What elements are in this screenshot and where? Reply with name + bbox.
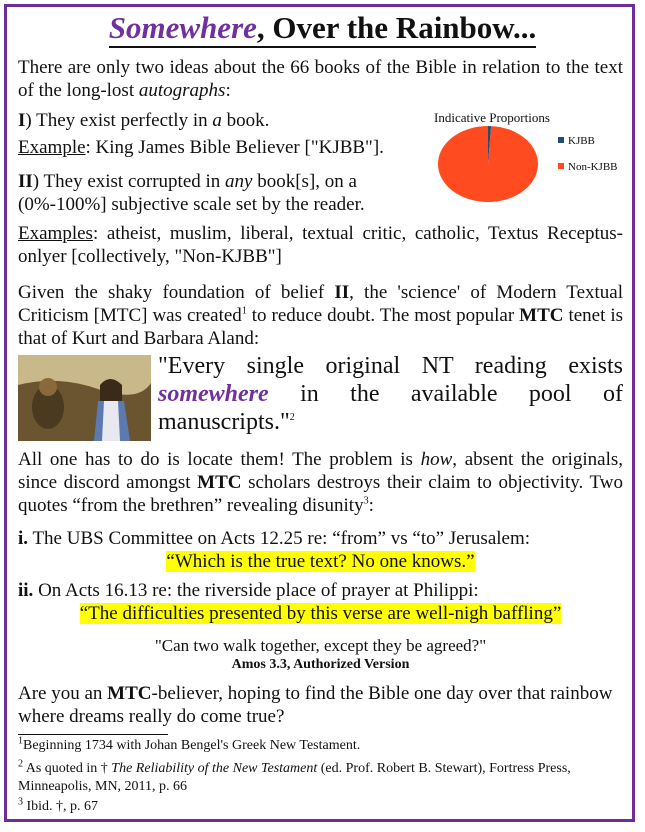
- examples-label: Examples: [18, 223, 93, 244]
- page-title: [0, 10, 645, 46]
- footnote-ref-2: 2: [289, 412, 295, 423]
- legend-nonkjbb-label: Non-KJBB: [568, 161, 618, 173]
- locate-text-d: :: [368, 495, 374, 516]
- aland-quote-a: "Every single original NT reading exists: [158, 353, 623, 379]
- legend-nonkjbb: [558, 162, 618, 173]
- wizard-of-oz-photo: [18, 355, 151, 441]
- quote-ii-label: ii.: [18, 580, 34, 601]
- quote-ii-intro: [18, 579, 623, 602]
- chart-title: Indicative Proportions: [434, 110, 550, 125]
- legend-kjbb-label: KJBB: [568, 135, 595, 147]
- closing-text-b: -believer, hoping to find the Bible one day over that rainbow where dreams really do come true?: [18, 683, 613, 727]
- idea-two-numeral: II: [18, 171, 33, 192]
- footnote-1-text: Beginning 1734 with Johan Bengel's Greek New Testament.: [23, 738, 361, 753]
- photo-illustration: [18, 355, 151, 441]
- intro-emph: autographs: [138, 80, 226, 101]
- locate-text-c: scholars destroys their claim to objectivity. Two quotes “from the brethren” revealing disunity: [18, 472, 623, 516]
- idea-one-text-a: ) They exist perfectly in: [25, 110, 213, 131]
- examples-text: : atheist, muslim, liberal, textual critic, catholic, Textus Receptus-onlyer [collectively, "Non-KJBB"]: [18, 223, 623, 267]
- pie-svg: [430, 124, 550, 214]
- quote-i-label: i.: [18, 528, 29, 549]
- legend-kjbb: [558, 136, 595, 147]
- aland-quote: [158, 352, 623, 436]
- pie-slice-non-kjbb: [438, 126, 538, 202]
- amos-reference: Amos 3.3, Authorized Version: [231, 657, 410, 672]
- intro-text: There are only two ideas about the 66 books of the Bible in relation to the text of the long-lost: [18, 57, 623, 101]
- footnote-1-num: 1: [18, 735, 23, 747]
- mtc-paragraph: [18, 281, 623, 350]
- title-rest: , Over the Rainbow...: [256, 10, 537, 45]
- idea-two-examples: [18, 222, 623, 268]
- closing-bold: MTC: [107, 683, 152, 704]
- closing-text-a: Are you an: [18, 683, 108, 704]
- aland-quote-emph: somewhere: [158, 381, 269, 407]
- quote-i-text: The UBS Committee on Acts 12.25 re: “from” vs “to” Jerusalem:: [28, 528, 531, 549]
- intro-end: :: [225, 80, 231, 101]
- closing-paragraph: [18, 682, 623, 728]
- example-label: Example: [18, 137, 86, 158]
- quote-i-highlight: “Which is the true text? No one knows.”: [166, 551, 475, 572]
- quote-ii-highlight-line: [18, 602, 623, 625]
- footnote-3: [18, 798, 623, 816]
- idea-one-numeral: I: [18, 110, 26, 131]
- idea-one-example: [18, 136, 428, 159]
- locate-emph: how: [420, 449, 453, 470]
- idea-one-emph: a: [212, 110, 222, 131]
- locate-text-a: All one has to do is locate them! The problem is: [18, 449, 421, 470]
- aland-quote-b: in the available pool of manuscripts.": [158, 381, 623, 435]
- quote-i-intro: [18, 527, 623, 550]
- footnote-divider: [18, 734, 168, 735]
- legend-kjbb-swatch: [558, 137, 564, 143]
- locate-paragraph: [18, 448, 623, 517]
- footnote-ref-1: 1: [241, 305, 247, 317]
- idea-two-text-a: ) They exist corrupted in: [32, 171, 226, 192]
- mtc-text-d: tenet is that of Kurt and Barbara Aland:: [18, 305, 623, 349]
- footnote-2-title: The Reliability of the New Testament: [111, 761, 318, 776]
- locate-bold: MTC: [197, 472, 242, 493]
- mtc-text-c: to reduce doubt. The most popular: [246, 305, 520, 326]
- quote-ii-highlight: “The difficulties presented by this verse are well-nigh baffling”: [79, 603, 562, 624]
- legend-nonkjbb-swatch: [558, 163, 564, 169]
- idea-two-emph: any: [225, 171, 253, 192]
- footnote-3-text: Ibid. †, p. 67: [26, 799, 99, 814]
- footnote-2-text-a: As quoted in †: [25, 761, 112, 776]
- footnote-2-num: 2: [18, 758, 23, 770]
- title-highlight: Somewhere: [108, 10, 257, 45]
- footnote-2: [18, 760, 623, 796]
- footnote-3-num: 3: [18, 796, 23, 808]
- proportions-chart: [430, 106, 630, 206]
- footnote-ref-3: 3: [363, 495, 369, 507]
- locate-text-b: , absent the originals, since discord amongst: [18, 449, 623, 493]
- idea-two: [18, 170, 418, 216]
- quote-ii-text: On Acts 16.13 re: the riverside place of prayer at Philippi:: [33, 580, 479, 601]
- footnote-2-text-b: (ed. Prof. Robert B. Stewart), Fortress Press, Minneapolis, MN, 2011, p. 66: [18, 761, 571, 794]
- mtc-text-a: Given the shaky foundation of belief: [18, 282, 335, 303]
- idea-two-text-b: book[s], on a (0%-100%] subjective scale set by the reader.: [18, 171, 365, 215]
- idea-one-text-b: book.: [221, 110, 270, 131]
- mtc-bold-b: MTC: [519, 305, 564, 326]
- example-text: : King James Bible Believer ["KJBB"].: [85, 137, 384, 158]
- intro-paragraph: [18, 56, 623, 102]
- amos-quote: "Can two walk together, except they be agreed?": [154, 636, 487, 655]
- footnote-1: [18, 737, 623, 755]
- idea-one: [18, 109, 428, 132]
- quote-i-highlight-line: [18, 550, 623, 573]
- mtc-text-b: , the 'science' of Modern Textual Criticism [MTC] was created: [18, 282, 623, 326]
- mtc-bold-a: II: [334, 282, 350, 303]
